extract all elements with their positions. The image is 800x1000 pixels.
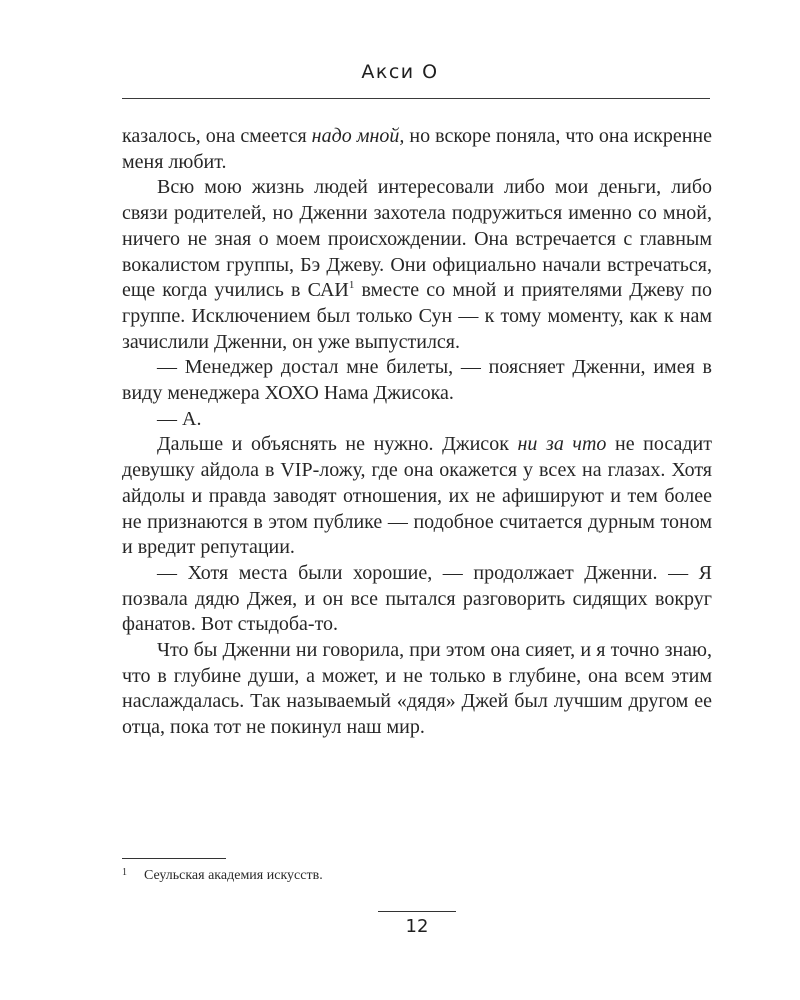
page-number-divider: [378, 911, 456, 912]
paragraph-2: [122, 175, 712, 355]
paragraph-5: [122, 432, 712, 561]
footnote-mark: 1: [122, 867, 127, 878]
paragraph-6: — Хотя места были хорошие, — продолжает Дженни. — Я позвала дядю Джея, и он все пытался разговорить сидящих вокруг фанатов. Вот стыдоба-то.: [122, 561, 712, 636]
paragraph-1: [122, 124, 712, 175]
footnote-divider: [122, 858, 226, 859]
paragraph-1-italic: надо мной,: [311, 125, 405, 147]
body-text: [122, 124, 712, 741]
paragraph-7: Что бы Дженни ни говорила, при этом она сияет, и я точно знаю, что в глубине души, а может, и не только в глубине, она всем этим наслаждалась. Так называемый «дядя» Джей был лучшим другом ее отца, пока тот не покинул наш мир.: [122, 639, 712, 739]
paragraph-5-italic: ни за что: [517, 433, 607, 456]
running-title: Акси О: [361, 61, 439, 83]
paragraph-5-text-b: не посадит девушку айдола в VIP-ложу, где она окажется у всех на глазах. Хотя айдолы и правда заводят отношения, их не афишируют и тем более не признаются в этом публике — подобное считается дурным тоном и вредит репутации.: [122, 433, 712, 559]
footnote-text: Сеульская академия искусств.: [144, 868, 323, 883]
page-number: 12: [405, 916, 429, 937]
paragraph-5-text-a: Дальше и объяснять не нужно. Джисок: [157, 433, 518, 456]
paragraph-4: — А.: [157, 407, 202, 430]
paragraph-2-text-b: вместе со мной и приятелями Джеву по группе. Исключением был только Сун — к тому моменту, как к нам зачислили Дженни, он уже выпустился.: [122, 279, 713, 353]
paragraph-2-text-a: Всю мою жизнь людей интересовали либо мои деньги, либо связи родителей, но Дженни захотела подружиться именно со мной, ничего не зная о моем происхождении. Она встречается с главным вокалистом группы, Бэ Джеву. Они официально начали встречаться, еще когда учились в САИ: [122, 176, 712, 302]
footnote-reference[interactable]: 1: [348, 279, 355, 292]
paragraph-1-text-a: казалось, она смеется: [122, 125, 312, 147]
paragraph-1-text-b: но вскоре поняла, что она искренне меня любит.: [122, 125, 712, 173]
header-divider: [122, 98, 710, 99]
footnote: [122, 864, 712, 885]
paragraph-3: — Менеджер достал мне билеты, — поясняет Дженни, имея в виду менеджера ХОХО Нама Джисока.: [122, 356, 712, 405]
